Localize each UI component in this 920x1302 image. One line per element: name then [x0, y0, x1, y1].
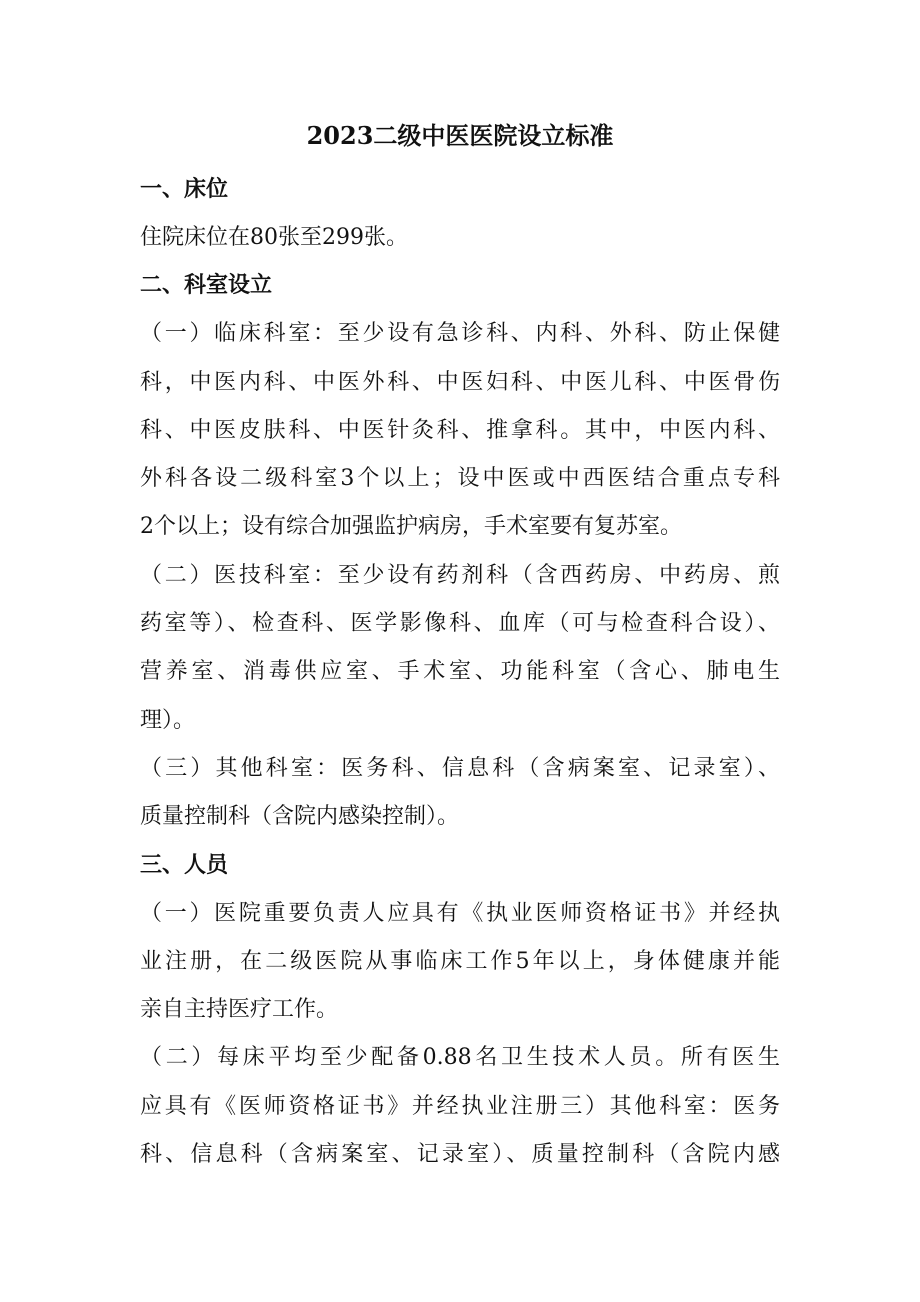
- paragraph-line: 科、中医皮肤科、中医针灸科、推拿科。其中，中医内科、: [140, 417, 780, 443]
- clinical-departments-paragraph: [140, 310, 780, 551]
- document-body: [140, 166, 780, 1179]
- paragraph-line: （二）每床平均至少配备0.88名卫生技术人员。所有医生: [140, 1045, 780, 1071]
- paragraph-line: 外科各设二级科室3个以上；设中医或中西医结合重点专科: [140, 466, 780, 492]
- paragraph-line: （一）医院重要负责人应具有《执业医师资格证书》并经执: [140, 900, 780, 926]
- medical-technology-departments-paragraph: [140, 552, 780, 745]
- hospital-leader-paragraph: [140, 890, 780, 1035]
- paragraph-line: （三）其他科室：医务科、信息科（含病案室、记录室）、: [140, 755, 780, 781]
- section-heading-beds: 一、床位: [140, 177, 229, 202]
- paragraph-line: （二）医技科室：至少设有药剂科（含西药房、中药房、煎: [140, 562, 780, 588]
- other-departments-paragraph: [140, 745, 780, 842]
- staffing-paragraph: [140, 1034, 780, 1179]
- section-heading-departments: 二、科室设立: [140, 273, 273, 299]
- paragraph-line: 应具有《医师资格证书》并经执业注册三）其他科室：医务: [140, 1093, 780, 1119]
- section-heading-personnel: 三、人员: [140, 852, 229, 878]
- paragraph-line: 科、信息科（含病案室、记录室）、质量控制科（含院内感: [140, 1142, 780, 1168]
- paragraph-line: 业注册，在二级医院从事临床工作5年以上，身体健康并能: [140, 948, 780, 974]
- paragraph-line: 亲自主持医疗工作。: [140, 997, 339, 1023]
- paragraph-line: 药室等）、检查科、医学影像科、血库（可与检查科合设）、: [140, 611, 780, 637]
- paragraph-line: 2个以上；设有综合加强监护病房，手术室要有复苏室。: [140, 514, 682, 540]
- paragraph-line: （一）临床科室：至少设有急诊科、内科、外科、防止保健: [140, 321, 780, 347]
- paragraph-line: 营养室、消毒供应室、手术室、功能科室（含心、肺电生: [140, 659, 780, 685]
- paragraph-line: 理）。: [140, 707, 196, 733]
- beds-paragraph: 住院床位在80张至299张。: [140, 225, 408, 250]
- document-title: 2023二级中医医院设立标准: [306, 121, 614, 150]
- paragraph-line: 质量控制科（含院内感染控制）。: [140, 804, 460, 830]
- paragraph-line: 科，中医内科、中医外科、中医妇科、中医儿科、中医骨伤: [140, 369, 780, 395]
